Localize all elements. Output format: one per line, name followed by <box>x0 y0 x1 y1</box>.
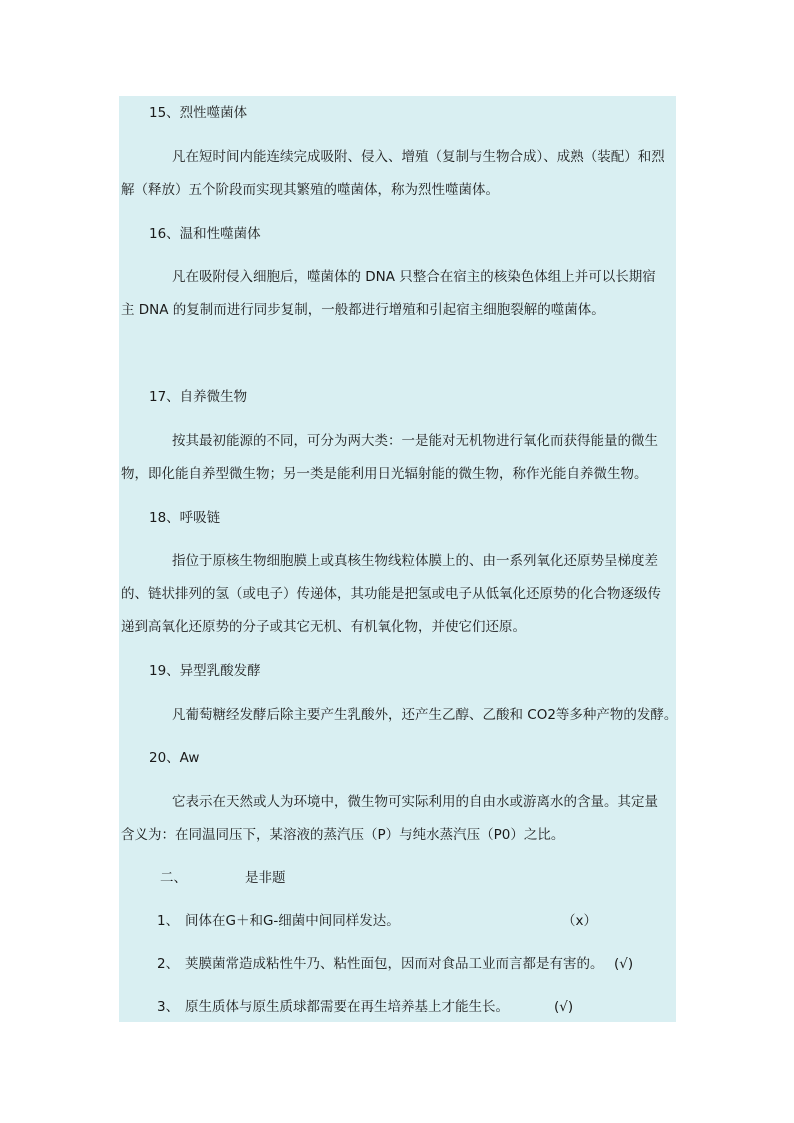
section-heading: 19、异型乳酸发酵 <box>149 663 261 679</box>
judgement-text: 荚膜菌常造成粘性牛乃、粘性面包，因而对食品工业而言都是有害的。 <box>185 956 604 972</box>
paragraph-line: 指位于原核生物细胞膜上或真核生物线粒体膜上的、由一系列氧化还原势呈梯度差 <box>172 553 658 569</box>
judgement-number: 2、 <box>157 956 180 972</box>
section-heading: 18、呼吸链 <box>149 510 221 526</box>
paragraph-line: 凡葡萄糖经发酵后除主要产生乳酸外，还产生乙醇、乙酸和 CO2等多种产物的发酵。 <box>172 707 678 723</box>
judgement-mark: (√) <box>614 956 634 972</box>
judgement-number: 1、 <box>157 913 180 929</box>
section-heading: 17、自养微生物 <box>149 389 248 405</box>
paragraph-line: 主 DNA 的复制而进行同步复制，一般都进行增殖和引起宿主细胞裂解的噬菌体。 <box>121 302 605 318</box>
paragraph-line: 凡在吸附侵入细胞后，噬菌体的 DNA 只整合在宿主的核染色体组上并可以长期宿 <box>172 269 656 285</box>
part-title: 是非题 <box>245 870 286 886</box>
judgement-mark: （x） <box>562 913 597 929</box>
paragraph-line: 含义为：在同温同压下，某溶液的蒸汽压（P）与纯水蒸汽压（P0）之比。 <box>121 827 565 843</box>
paragraph-line: 它表示在天然或人为环境中，微生物可实际利用的自由水或游离水的含量。其定量 <box>172 794 658 810</box>
paragraph-line: 的、链状排列的氢（或电子）传递体，其功能是把氢或电子从低氧化还原势的化合物逐级传 <box>121 586 661 602</box>
paragraph-line: 解（释放）五个阶段而实现其繁殖的噬菌体，称为烈性噬菌体。 <box>121 182 499 198</box>
section-heading: 16、温和性噬菌体 <box>149 226 261 242</box>
judgement-text: 原生质体与原生质球都需要在再生培养基上才能生长。 <box>185 999 509 1015</box>
part-number: 二、 <box>160 870 187 886</box>
judgement-mark: (√) <box>554 999 574 1015</box>
paragraph-line: 递到高氧化还原势的分子或其它无机、有机氧化物，并使它们还原。 <box>121 619 526 635</box>
section-heading: 15、烈性噬菌体 <box>149 105 248 121</box>
judgement-text: 间体在G＋和G-细菌中间同样发达。 <box>185 913 400 929</box>
section-heading: 20、Aw <box>149 750 200 766</box>
paragraph-line: 物，即化能自养型微生物；另一类是能利用日光辐射能的微生物，称作光能自养微生物。 <box>121 466 648 482</box>
paragraph-line: 凡在短时间内能连续完成吸附、侵入、增殖（复制与生物合成）、成熟（装配）和烈 <box>172 149 665 165</box>
paragraph-line: 按其最初能源的不同，可分为两大类：一是能对无机物进行氧化而获得能量的微生 <box>172 433 658 449</box>
judgement-number: 3、 <box>157 999 180 1015</box>
